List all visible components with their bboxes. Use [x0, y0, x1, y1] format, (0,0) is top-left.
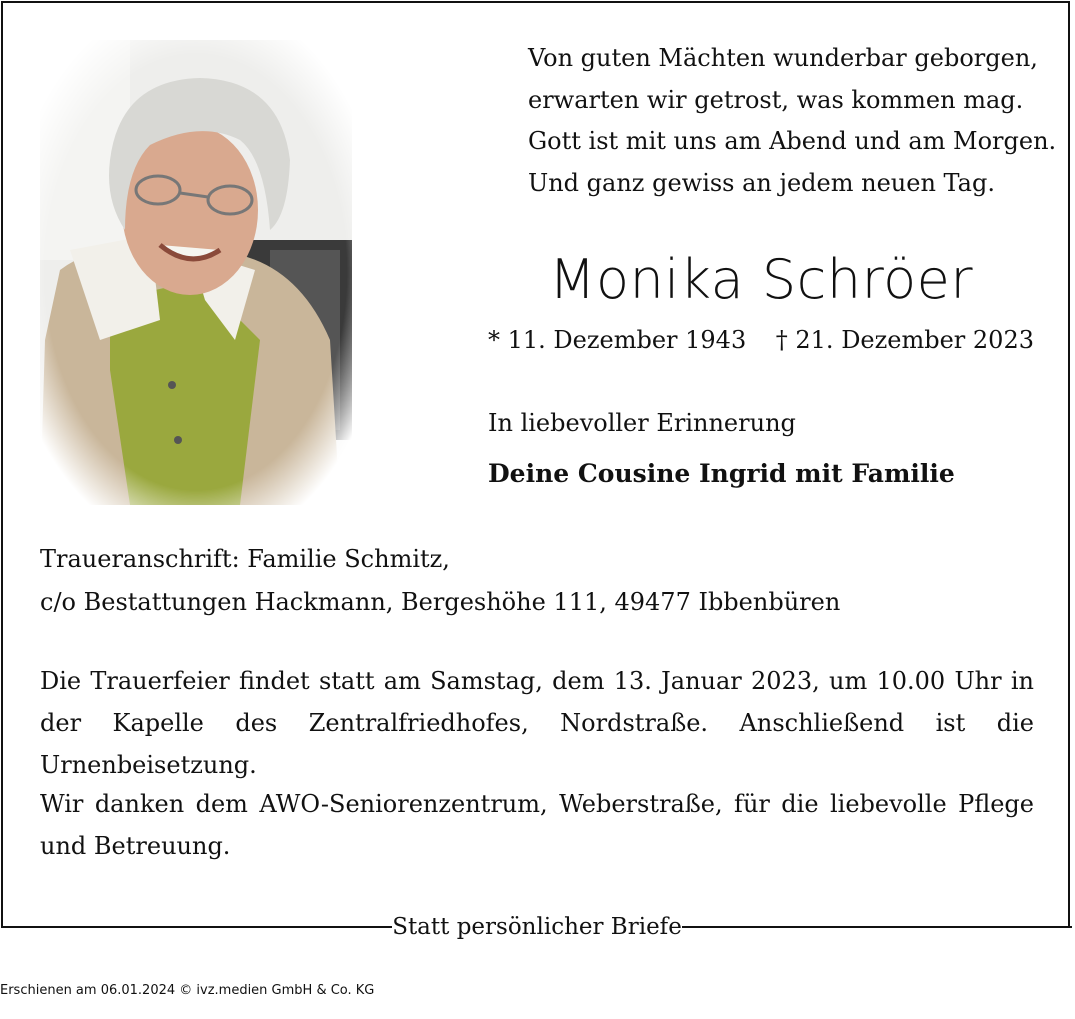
- poem-line: erwarten wir getrost, was kommen mag.: [528, 85, 1024, 114]
- address-line-1: Traueranschrift: Familie Schmitz,: [40, 545, 450, 573]
- death-date: † 21. Dezember 2023: [775, 326, 1034, 354]
- mourning-address: [40, 538, 840, 624]
- birth-date: * 11. Dezember 1943: [488, 326, 747, 354]
- thanks-paragraph: Wir danken dem AWO-Seniorenzentrum, Weberstraße, für die liebevolle Pflege und Betreuung.: [40, 790, 1034, 860]
- bottom-rule-right: [682, 926, 1072, 928]
- address-line-2: c/o Bestattungen Hackmann, Bergeshöhe 111, 49477 Ibbenbüren: [40, 588, 841, 616]
- remembrance-line: In liebevoller Erinnerung: [488, 409, 796, 437]
- portrait-photo: [40, 40, 352, 505]
- footer-label: Statt persönlicher Briefe: [392, 914, 682, 940]
- poem-line: Gott ist mit uns am Abend und am Morgen.: [528, 127, 1057, 155]
- ceremony-paragraph: Die Trauerfeier findet statt am Samstag, dem 13. Januar 2023, um 10.00 Uhr in der Kapelle des Zentralfriedhofes, Nordstraße. Anschließend ist die Urnenbeisetzung.: [40, 667, 1034, 779]
- poem-line: Und ganz gewiss an jedem neuen Tag.: [528, 168, 995, 197]
- publication-credit: Erschienen am 06.01.2024 © ivz.medien GmbH & Co. KG: [0, 983, 375, 998]
- poem: [528, 38, 1056, 204]
- bottom-rule-left: [1, 926, 392, 928]
- deceased-name: Monika Schröer: [548, 248, 974, 311]
- poem-line: Von guten Mächten wunderbar geborgen,: [528, 44, 1038, 72]
- signers: Deine Cousine Ingrid mit Familie: [488, 459, 955, 488]
- portrait-photo-icon: [40, 40, 352, 505]
